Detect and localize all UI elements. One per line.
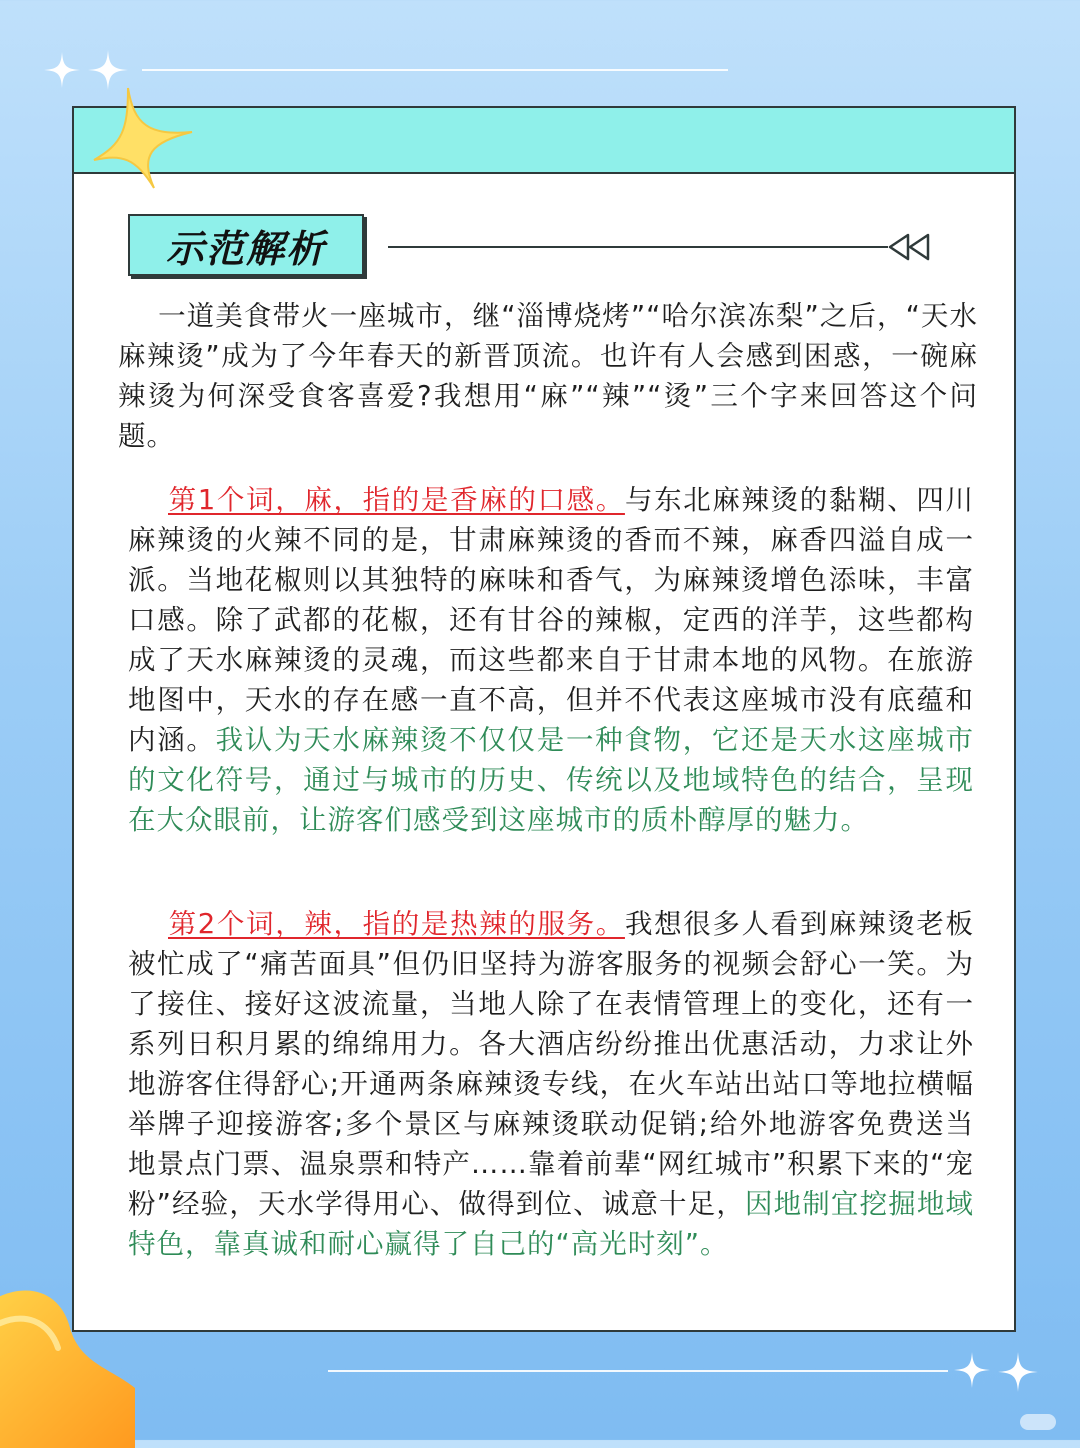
sparkle-icon [954, 1352, 990, 1391]
paragraph-heading-numbness: 第1个词，麻，指的是香麻的口感。 [168, 484, 625, 516]
top-divider-line [142, 69, 728, 71]
sparkle-icon [998, 1352, 1038, 1395]
bottom-divider-line [328, 1370, 948, 1372]
paragraph-heading-spicy: 第2个词，辣，指的是热辣的服务。 [168, 908, 625, 940]
intro-text: 一道美食带火一座城市，继“淄博烧烤”“哈尔滨冻梨”之后，“天水麻辣烫”成为了今年春天的新晋顶流。也许有人会感到困惑，一碗麻辣烫为何深受食客喜爱?我想用“麻”“辣”“烫”三个字来回答这个问题。 [118, 300, 978, 452]
paragraph-spicy [128, 904, 974, 1264]
orange-ribbon-icon [0, 1268, 140, 1448]
corner-badge [1020, 1414, 1056, 1430]
highlight-spicy: 因地制宜挖掘地域特色，靠真诚和耐心赢得了自己的“高光时刻”。 [128, 1188, 975, 1260]
card-header-band [74, 108, 1014, 174]
paragraph-body-numbness: 与东北麻辣烫的黏糊、四川麻辣烫的火辣不同的是，甘肃麻辣烫的香而不辣，麻香四溢自成一派。当地花椒则以其独特的麻味和香气，为麻辣烫增色添味，丰富口感。除了武都的花椒，还有甘谷的辣椒，定西的洋芋，这些都构成了天水麻辣烫的灵魂，而这些都来自于甘肃本地的风物。在旅游地图中，天水的存在感一直不高，但并不代表这座城市没有底蕴和内涵。 [128, 484, 975, 756]
paragraph-body-spicy: 我想很多人看到麻辣烫老板被忙成了“痛苦面具”但仍旧坚持为游客服务的视频会舒心一笑。为了接住、接好这波流量，当地人除了在表情管理上的变化，还有一系列日积月累的绵绵用力。各大酒店纷纷推出优惠活动，力求让外地游客住得舒心;开通两条麻辣烫专线，在火车站出站口等地拉横幅举牌子迎接游客;多个景区与麻辣烫联动促销;给外地游客免费送当地景点门票、温泉票和特产……靠着前辈“网红城市”积累下来的“宠粉”经验，天水学得用心、做得到位、诚意十足， [128, 908, 975, 1220]
title-rule-line [388, 246, 888, 248]
intro-paragraph [118, 296, 978, 456]
section-title-box [128, 214, 364, 276]
paragraph-numbness [128, 480, 974, 840]
yellow-star-icon [88, 84, 196, 192]
double-arrow-left-icon [886, 232, 934, 262]
highlight-numbness: 我认为天水麻辣烫不仅仅是一种食物，它还是天水这座城市的文化符号，通过与城市的历史、传统以及地域特色的结合，呈现在大众眼前，让游客们感受到这座城市的质朴醇厚的魅力。 [128, 724, 975, 836]
section-title: 示范解析 [165, 226, 326, 271]
sparkle-icon [44, 52, 80, 91]
content-card [72, 106, 1016, 1332]
